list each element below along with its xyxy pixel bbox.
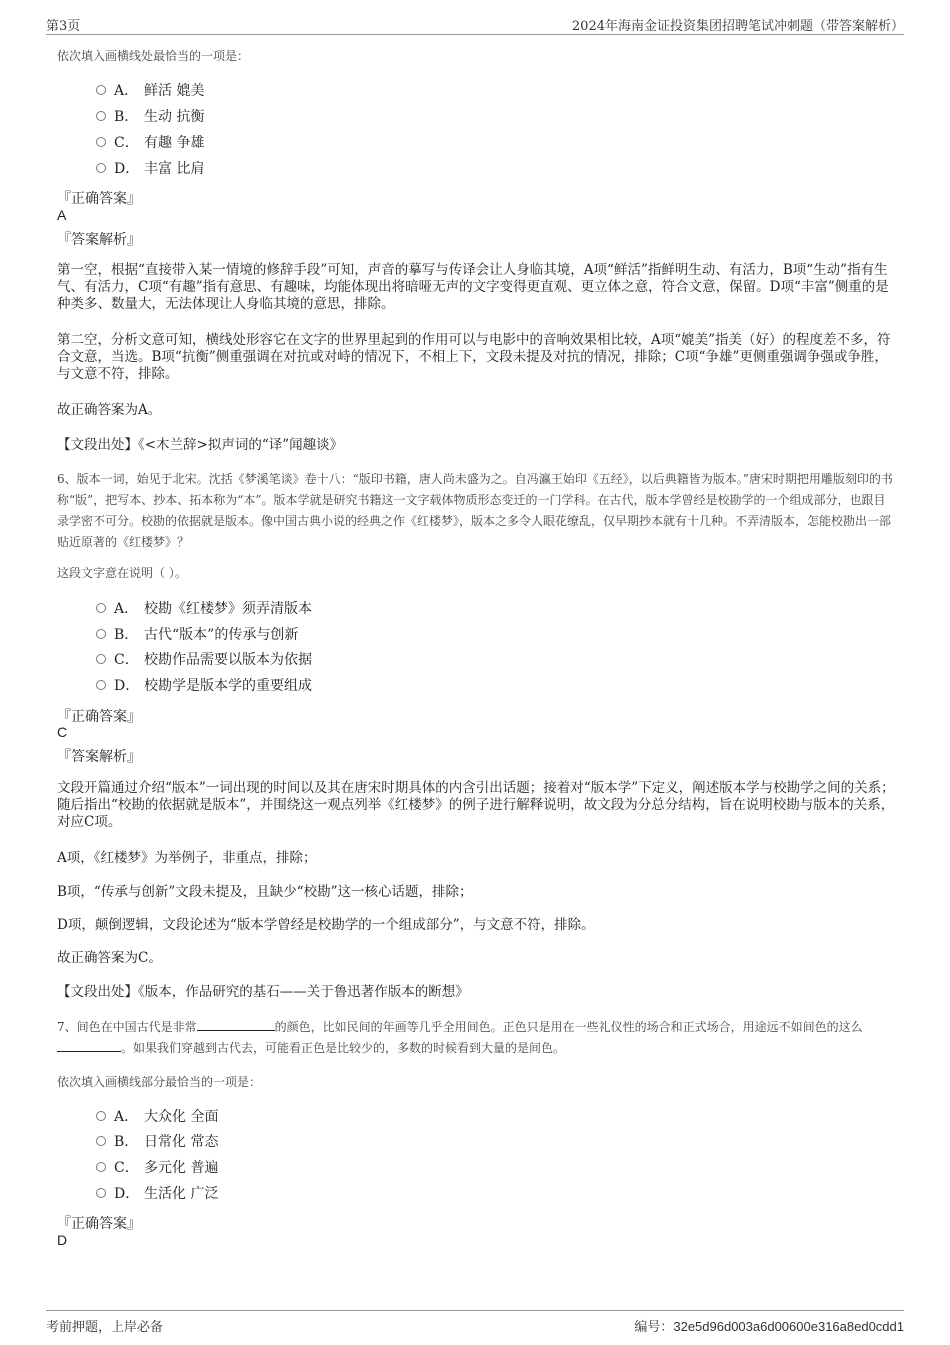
q5-answer-label: 『正确答案』	[57, 191, 141, 207]
q6-analysis-label: 『答案解析』	[57, 749, 141, 765]
radio-icon[interactable]	[96, 163, 106, 173]
code-label: 编号：	[634, 1320, 674, 1335]
page-header	[46, 12, 904, 35]
q6-analysis-b: B项，“传承与创新”文段未提及，且缺少“校勘”这一核心话题，排除；	[57, 884, 473, 900]
q6-source: 【文段出处】《版本，作品研究的基石——关于鲁迅著作版本的断想》	[57, 984, 469, 1000]
q6-option-a[interactable]: A． 校勘《红楼梦》须弄清版本	[96, 599, 312, 619]
q5-answer: A	[57, 207, 67, 223]
q5-analysis-p2: 第二空，分析文意可知，横线处形容它在文字的世界里起到的作用可以与电影中的音响效果相比较，A项“媲美”指美（好）的程度差不多，符合文意，当选。B项“抗衡”侧重强调在对抗或对峙的情况下，不相上下，文段未提及对抗的情况，排除；C项“争雄”更侧重强调争强或争胜，与文意不符，排除。	[57, 332, 891, 382]
page-footer	[46, 1310, 904, 1335]
q7-answer: D	[57, 1232, 68, 1248]
radio-icon[interactable]	[96, 603, 106, 613]
q5-option-b[interactable]: B． 生动 抗衡	[96, 107, 204, 127]
radio-icon[interactable]	[96, 1111, 106, 1121]
q6-answer: C	[57, 724, 68, 740]
radio-icon[interactable]	[96, 654, 106, 664]
document-code	[634, 1316, 904, 1335]
radio-icon[interactable]	[96, 680, 106, 690]
q5-source: 【文段出处】《<木兰辞>拟声词的“译”闻趣谈》	[57, 437, 344, 453]
radio-icon[interactable]	[96, 137, 106, 147]
q6-answer-label: 『正确答案』	[57, 709, 141, 725]
q6-option-c[interactable]: C． 校勘作品需要以版本为依据	[96, 650, 312, 670]
q5-option-d[interactable]: D． 丰富 比肩	[96, 159, 204, 179]
fill-blank-1	[197, 1018, 275, 1031]
radio-icon[interactable]	[96, 111, 106, 121]
q7-option-a[interactable]: A． 大众化 全面	[96, 1107, 218, 1127]
radio-icon[interactable]	[96, 629, 106, 639]
q6-analysis-p1: 文段开篇通过介绍“版本”一词出现的时间以及其在唐宋时期具体的内含引出话题；接着对“版本学”下定义，阐述版本学与校勘学之间的关系；随后指出“校勘的依据就是版本”，并围绕这一观点列举《红楼梦》的例子进行解释说明，故文段为分总分结构，旨在说明校勘与版本的关系，对应C项。	[57, 780, 895, 830]
q6-prompt: 这段文字意在说明（ ）。	[57, 566, 187, 580]
q6-option-b[interactable]: B． 古代“版本”的传承与创新	[96, 625, 298, 645]
q7-option-d[interactable]: D． 生活化 广泛	[96, 1184, 218, 1204]
q7-passage-part3: 。如果我们穿越到古代去，可能看正色是比较少的，多数的时候看到大量的是间色。	[121, 1041, 566, 1055]
q5-conclusion: 故正确答案为A。	[57, 402, 162, 418]
q5-analysis-p1: 第一空，根据“直接带入某一情境的修辞手段”可知，声音的摹写与传译会让人身临其境，A项“鲜活”指鲜明生动、有活力，B项“生动”指有生气、有活力，C项“有趣”指有意思、有趣味，均能体现出将暗哑无声的文字变得更直观、更立体之意，符合文意，保留。D项“丰富”侧重的是种类多、数量大，无法体现让人身临其境的意思，排除。	[57, 262, 889, 312]
q6-conclusion: 故正确答案为C。	[57, 950, 162, 966]
q7-prompt: 依次填入画横线部分最恰当的一项是：	[57, 1075, 262, 1089]
q6-passage: 6、版本一词，始见于北宋。沈括《梦溪笔谈》卷十八：“版印书籍，唐人尚未盛为之。自冯瀛王始印《五经》，以后典籍皆为版本。”唐宋时期把用雕版刻印的书称“版”，把写本、抄本、拓本称为“本”。版本学就是研究书籍这一文字载体物质形态变迁的一门学科。在古代，版本学曾经是校勘学的一个组成部分，也跟目录学密不可分。校勘的依据就是版本。像中国古典小说的经典之作《红楼梦》，版本之多令人眼花缭乱，仅早期抄本就有十几种。不弄清版本，怎能校勘出一部贴近原著的《红楼梦》？	[57, 472, 893, 549]
fill-blank-2	[57, 1039, 121, 1052]
code-value: 32e5d96d003a6d00600e316a8ed0cdd1	[673, 1319, 904, 1334]
q6-analysis-d: D项，颠倒逻辑，文段论述为“版本学曾经是校勘学的一个组成部分”，与文意不符，排除。	[57, 917, 595, 933]
q7-passage-part1: 7、间色在中国古代是非常	[57, 1020, 197, 1034]
page-number: 第3页	[46, 19, 81, 34]
q6-option-d[interactable]: D． 校勘学是版本学的重要组成	[96, 676, 312, 696]
q7-answer-label: 『正确答案』	[57, 1216, 141, 1232]
q5-analysis-label: 『答案解析』	[57, 232, 141, 248]
footer-slogan: 考前押题，上岸必备	[46, 1320, 164, 1335]
radio-icon[interactable]	[96, 1188, 106, 1198]
radio-icon[interactable]	[96, 1136, 106, 1146]
radio-icon[interactable]	[96, 85, 106, 95]
q6-analysis-a: A项，《红楼梦》为举例子，非重点，排除；	[57, 850, 317, 866]
q5-option-c[interactable]: C． 有趣 争雄	[96, 133, 204, 153]
q7-option-c[interactable]: C． 多元化 普遍	[96, 1158, 218, 1178]
q5-prompt: 依次填入画横线处最恰当的一项是：	[57, 49, 250, 63]
q7-option-b[interactable]: B． 日常化 常态	[96, 1132, 218, 1152]
q7-passage	[57, 1017, 897, 1059]
q7-passage-part2: 的颜色，比如民间的年画等几乎全用间色。正色只是用在一些礼仪性的场合和正式场合，用途远不如间色的这么	[274, 1020, 863, 1034]
document-title: 2024年海南金证投资集团招聘笔试冲刺题（带答案解析）	[571, 19, 904, 34]
radio-icon[interactable]	[96, 1162, 106, 1172]
q5-option-a[interactable]: A． 鲜活 媲美	[96, 81, 204, 101]
